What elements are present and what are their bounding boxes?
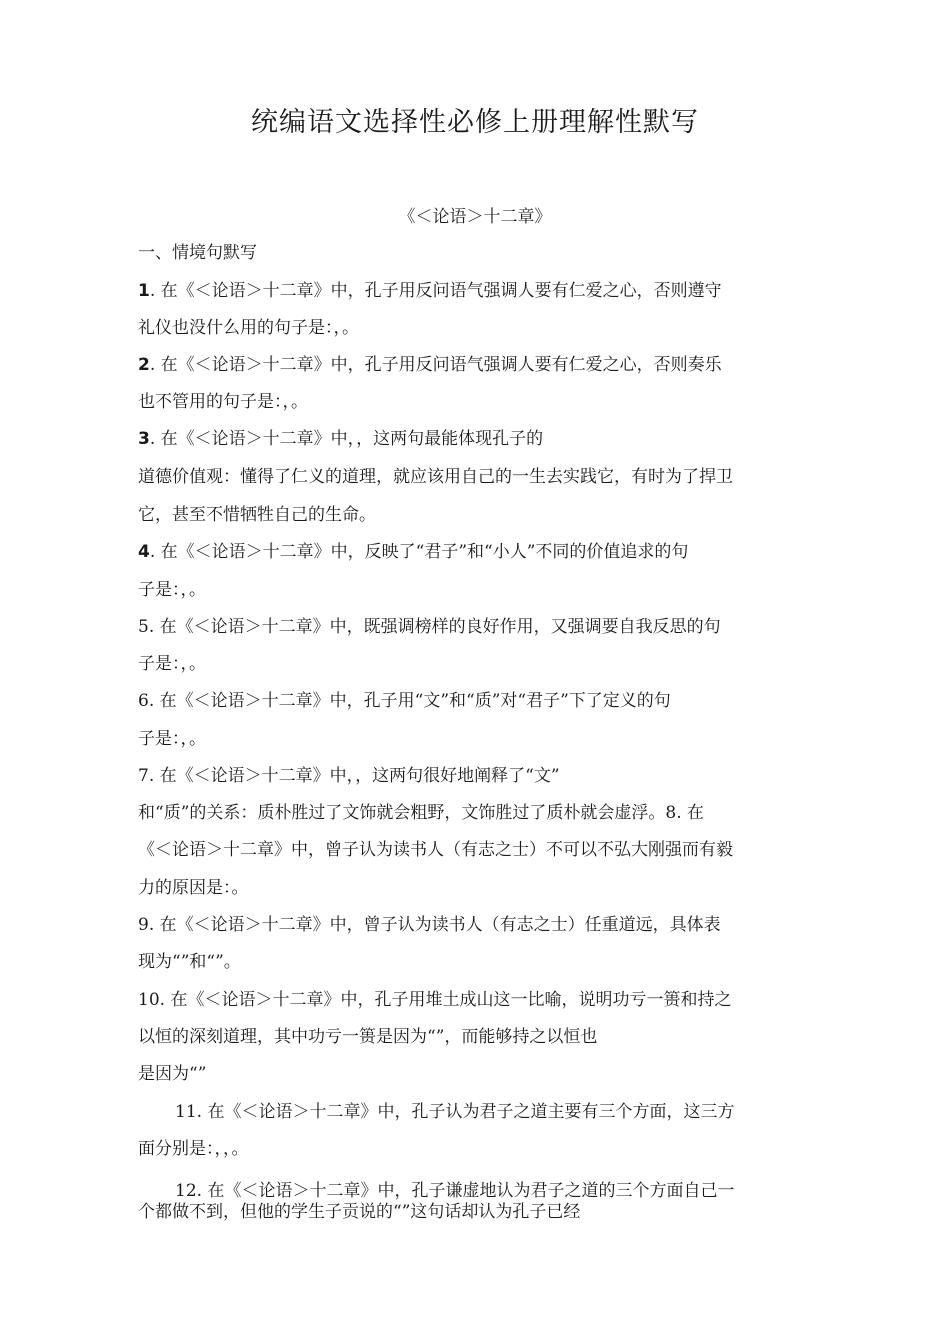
question-10-line-3: 是因为“”: [138, 1064, 207, 1084]
question-4-text: . 在《＜论语＞十二章》中，反映了“君子”和“小人”不同的价值追求的句: [149, 542, 689, 562]
section-heading: 一、情境句默写: [138, 243, 257, 263]
question-11-line-2: 面分别是：，，。: [138, 1139, 249, 1159]
question-1-text: . 在《＜论语＞十二章》中，孔子用反问语气强调人要有仁爱之心，否则遵守: [149, 281, 722, 301]
question-7-line-1: 7. 在《＜论语＞十二章》中，，这两句很好地阐释了“文”: [138, 766, 560, 786]
question-6-line-1: 6. 在《＜论语＞十二章》中，孔子用“文”和“质”对“君子”下了定义的句: [138, 691, 671, 711]
question-12-line-2: 个都做不到，但他的学生子贡说的“”这句话却认为孔子已经: [138, 1202, 581, 1222]
question-3-line-2: 道德价值观：懂得了仁义的道理，就应该用自己的一生去实践它，有时为了捍卫: [138, 467, 733, 487]
question-1-line-2: 礼仪也没什么用的句子是：，。: [138, 318, 359, 338]
page-title: 统编语文选择性必修上册理解性默写: [251, 107, 699, 138]
question-2-number: 2: [138, 355, 150, 375]
question-2-line-1: [138, 354, 722, 376]
question-5-line-2: 子是：，。: [138, 654, 206, 674]
question-3-number: 3: [138, 429, 150, 449]
question-8-line-1: 《＜论语＞十二章》中，曾子认为读书人（有志之士）不可以不弘大刚强而有毅: [138, 840, 733, 860]
question-9-line-1: 9. 在《＜论语＞十二章》中，曾子认为读书人（有志之士）任重道远，具体表: [138, 915, 721, 935]
question-5-line-1: 5. 在《＜论语＞十二章》中，既强调榜样的良好作用，又强调要自我反思的句: [138, 617, 721, 637]
question-9-line-2: 现为“”和“”。: [138, 952, 241, 972]
question-3-line-1: [138, 428, 543, 450]
question-11-line-1: 11. 在《＜论语＞十二章》中，孔子认为君子之道主要有三个方面，这三方: [175, 1102, 735, 1122]
question-6-line-2: 子是：，。: [138, 729, 206, 749]
chapter-title: 《＜论语＞十二章》: [398, 207, 552, 227]
question-2-line-2: 也不管用的句子是：，。: [138, 392, 308, 412]
question-10-line-1: 10. 在《＜论语＞十二章》中，孔子用堆土成山这一比喻，说明功亏一篑和持之: [138, 990, 732, 1010]
question-1-number: 1: [138, 281, 150, 301]
question-8-line-2: 力的原因是：。: [138, 878, 249, 898]
question-1-line-1: [138, 280, 722, 302]
question-12-line-1: 12. 在《＜论语＞十二章》中，孔子谦虚地认为君子之道的三个方面自己一: [175, 1181, 735, 1201]
question-4-number: 4: [138, 542, 150, 562]
question-7-line-2: 和“质”的关系：质朴胜过了文饰就会粗野，文饰胜过了质朴就会虚浮。8. 在: [138, 803, 705, 823]
question-4-line-2: 子是：，。: [138, 580, 206, 600]
question-2-text: . 在《＜论语＞十二章》中，孔子用反问语气强调人要有仁爱之心，否则奏乐: [149, 355, 722, 375]
question-3-line-3: 它，甚至不惜牺牲自己的生命。: [138, 505, 376, 525]
question-4-line-1: [138, 541, 688, 563]
question-3-text: . 在《＜论语＞十二章》中，，这两句最能体现孔子的: [149, 429, 544, 449]
question-10-line-2: 以恒的深刻道理，其中功亏一篑是因为“”，而能够持之以恒也: [138, 1027, 598, 1047]
